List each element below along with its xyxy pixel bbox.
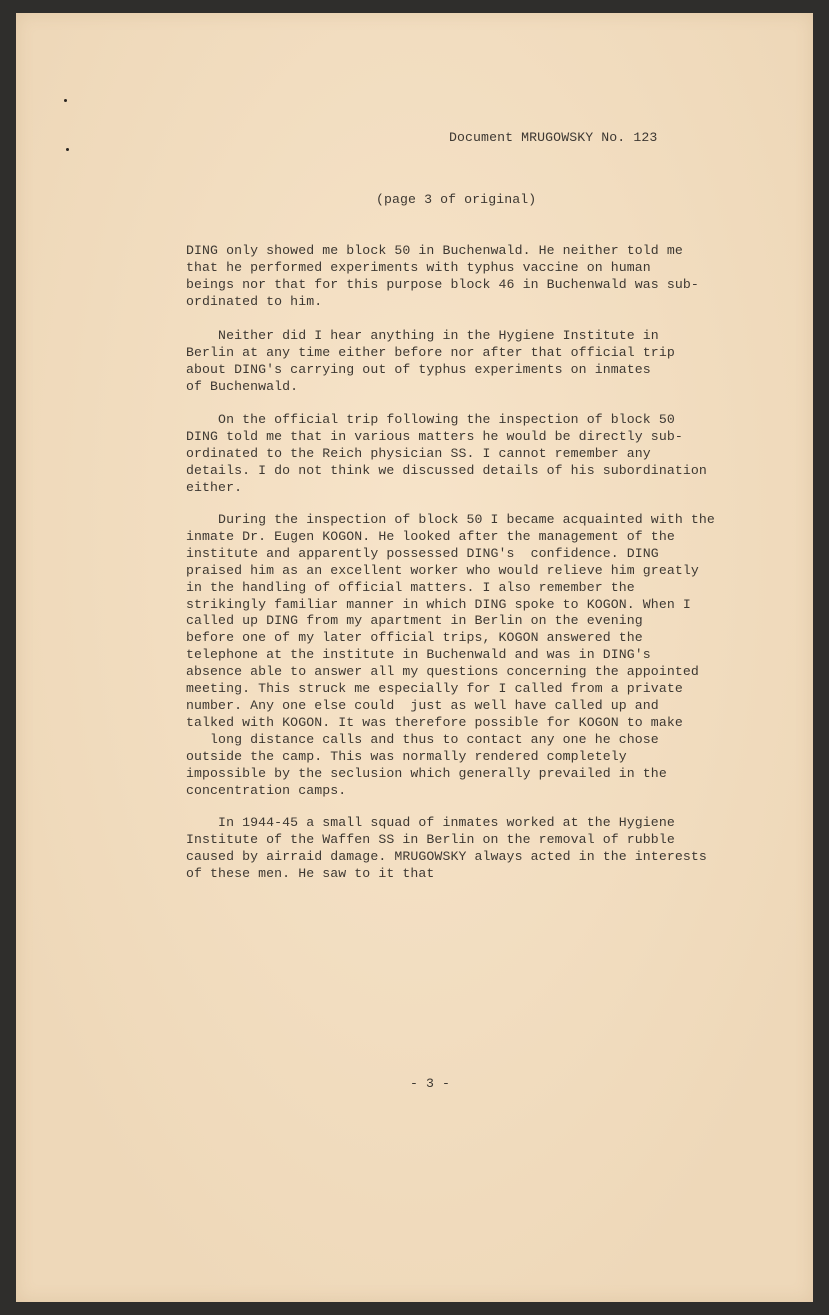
paragraph: Neither did I hear anything in the Hygiene Institute in Berlin at any time either before nor after that official trip about DING's carrying out of typhus experiments on inmates of Buchenwald. [186,328,675,394]
original-page-reference: (page 3 of original) [376,192,537,207]
page-number: - 3 - [410,1076,451,1091]
paragraph: On the official trip following the inspection of block 50 DING told me that in various matters he would be directly sub- ordinated to the Reich physician SS. I cannot remember any details. I do not think we discussed details of his subordination either. [186,412,707,495]
document-id: Document MRUGOWSKY No. 123 [449,130,658,145]
paragraph: In 1944-45 a small squad of inmates worked at the Hygiene Institute of the Waffen SS in Berlin on the removal of rubble caused by airraid damage. MRUGOWSKY always acted in the interests of these men. He saw to it that [186,815,707,881]
paragraph: DING only showed me block 50 in Buchenwald. He neither told me that he performed experiments with typhus vaccine on human beings nor that for this purpose block 46 in Buchenwald was sub- ordinated to him. [186,243,699,309]
paragraph: During the inspection of block 50 I became acquainted with the inmate Dr. Eugen KOGON. He looked after the management of the institute and apparently possessed DING's confidence. DING praised him as an excellent worker who would relieve him greatly in the handling of official matters. I also remember the strikingly familiar manner in which DING spoke to KOGON. When I called up DING from my apartment in Berlin on the evening before one of my later official trips, KOGON answered the telephone at the institute in Buchenwald and was in DING's absence able to answer all my questions concerning the appointed meeting. This struck me especially for I called from a private number. Any one else could just as well have called up and talked with KOGON. It was therefore possible for KOGON to make long distance calls and thus to contact any one he chose outside the camp. This was normally rendered completely impossible by the seclusion which generally prevailed in the concentration camps. [186,512,715,798]
